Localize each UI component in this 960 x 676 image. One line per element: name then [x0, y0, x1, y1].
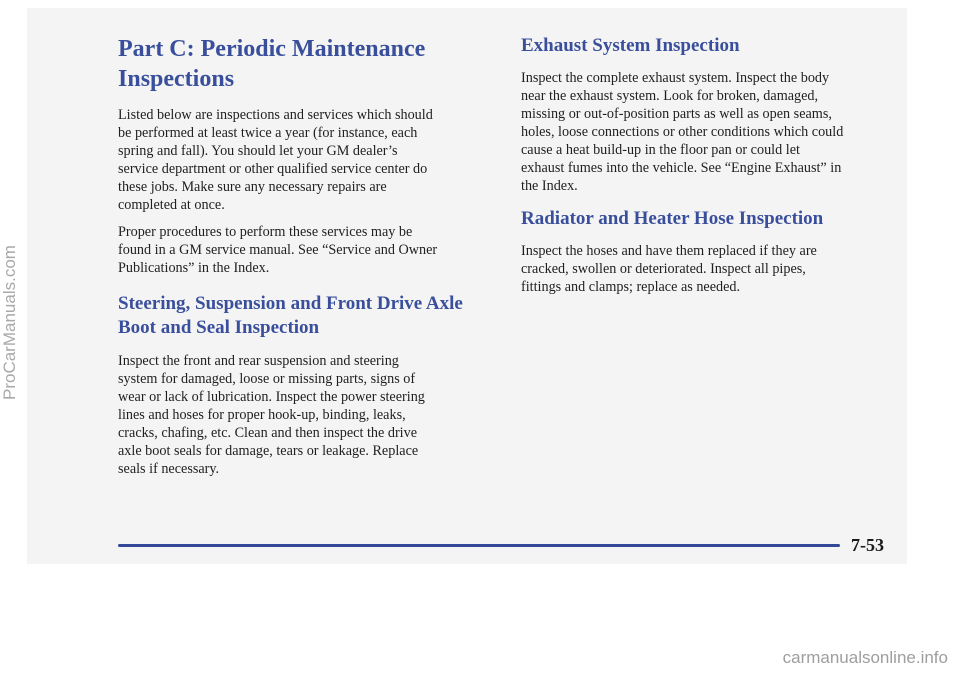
text-line: completed at once. — [118, 197, 225, 213]
text-line: spring and fall). You should let your GM dealer’s — [118, 143, 398, 159]
text-line: near the exhaust system. Look for broken, damaged, — [521, 88, 819, 104]
text-line: these jobs. Make sure any necessary repairs are — [118, 179, 387, 195]
section-title — [118, 34, 498, 94]
text-line: missing or out-of-position parts as well as open seams, — [521, 106, 832, 122]
text-line: wear or lack of lubrication. Inspect the power steering — [118, 389, 425, 405]
left-column — [118, 34, 498, 478]
steering-heading-line-1: Steering, Suspension and Front Drive Axle — [118, 293, 463, 314]
side-watermark-text: ProCarManuals.com — [0, 245, 19, 400]
text-line: Inspect the front and rear suspension and steering — [118, 353, 399, 369]
text-line: service department or other qualified service center do — [118, 161, 428, 177]
text-line: exhaust fumes into the vehicle. See “Engine Exhaust” in — [521, 160, 842, 176]
intro-paragraph — [118, 106, 498, 214]
bottom-watermark: carmanualsonline.info — [782, 648, 948, 667]
text-line: holes, loose connections or other conditions which could — [521, 124, 844, 140]
text-line: Inspect the complete exhaust system. Inspect the body — [521, 70, 830, 86]
text-line: cracks, chafing, etc. Clean and then inspect the drive — [118, 425, 417, 441]
text-line: Inspect the hoses and have them replaced if they are — [521, 243, 817, 259]
right-column — [521, 34, 891, 296]
text-line: axle boot seals for damage, tears or leakage. Replace — [118, 443, 419, 459]
steering-paragraph — [118, 352, 498, 478]
exhaust-paragraph — [521, 69, 891, 195]
side-watermark — [0, 200, 18, 420]
text-line: the Index. — [521, 178, 578, 194]
section-title-line-1: Part C: Periodic Maintenance — [118, 36, 426, 62]
section-title-line-2: Inspections — [118, 66, 235, 92]
text-line: Publications” in the Index. — [118, 260, 270, 276]
radiator-heading: Radiator and Heater Hose Inspection — [521, 208, 824, 229]
text-line: lines and hoses for proper hook-up, binding, leaks, — [118, 407, 406, 423]
text-line: Listed below are inspections and services which should — [118, 107, 433, 123]
steering-heading — [118, 292, 498, 340]
exhaust-heading: Exhaust System Inspection — [521, 35, 740, 56]
footer-rule — [118, 544, 840, 547]
text-line: fittings and clamps; replace as needed. — [521, 279, 741, 295]
radiator-paragraph — [521, 242, 891, 296]
text-line: found in a GM service manual. See “Service and Owner — [118, 242, 438, 258]
text-line: Proper procedures to perform these services may be — [118, 224, 413, 240]
text-line: cracked, swollen or deteriorated. Inspect all pipes, — [521, 261, 806, 277]
text-line: system for damaged, loose or missing parts, signs of — [118, 371, 416, 387]
steering-heading-line-2: Boot and Seal Inspection — [118, 317, 320, 338]
text-line: cause a heat build-up in the floor pan or could let — [521, 142, 800, 158]
text-line: seals if necessary. — [118, 461, 220, 477]
page-number: 7-53 — [851, 535, 884, 555]
procedures-paragraph — [118, 223, 498, 277]
text-line: be performed at least twice a year (for instance, each — [118, 125, 418, 141]
